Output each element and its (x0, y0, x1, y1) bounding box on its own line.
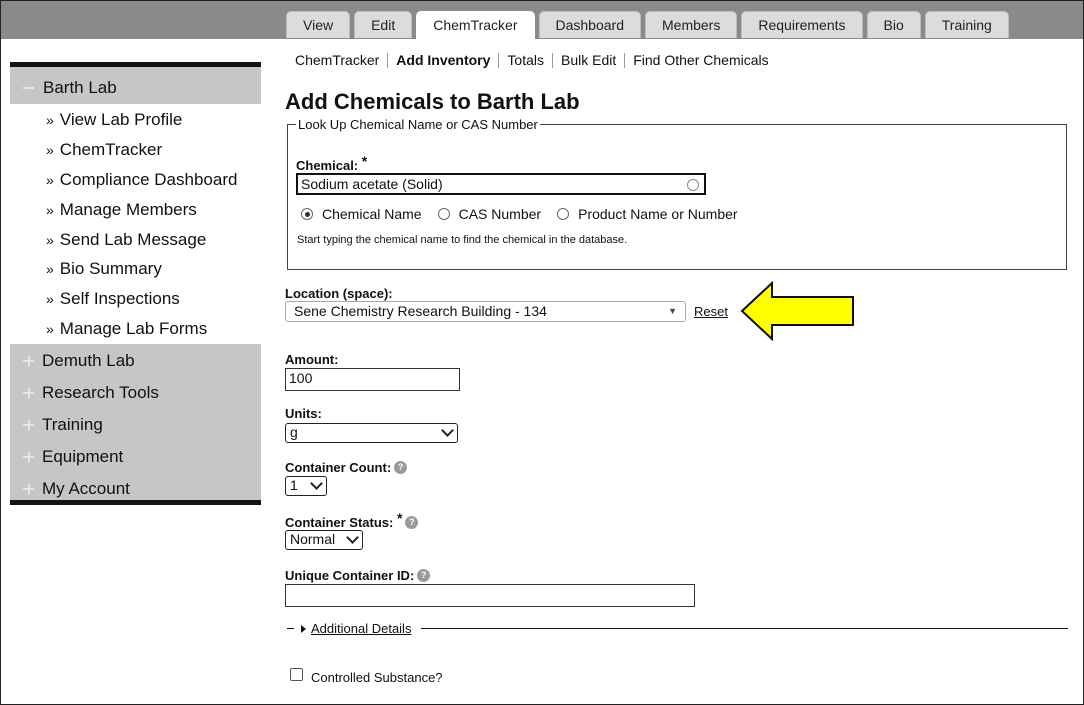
sidebar-item-equipment[interactable] (10, 442, 261, 472)
chevron-down-icon (310, 477, 323, 490)
double-chevron-icon: » (46, 112, 54, 128)
legend-dash (287, 628, 294, 629)
yellow-arrow-annotation (740, 281, 856, 341)
triangle-right-icon (301, 625, 306, 633)
dropdown-arrow-icon: ▼ (668, 306, 677, 316)
subnav-separator (624, 53, 625, 68)
sidebar-link-manage-lab-forms[interactable] (46, 319, 207, 339)
subnav-find-other-chemicals[interactable]: Find Other Chemicals (633, 52, 769, 68)
chemical-label-text: Chemical: (296, 158, 359, 173)
double-chevron-icon: » (46, 142, 54, 158)
lookup-fieldset (287, 124, 1067, 270)
sidebar-link-send-lab-message[interactable] (46, 230, 206, 250)
location-select-value: Sene Chemistry Research Building - 134 (294, 303, 547, 319)
radio-chemical-name[interactable] (301, 206, 422, 222)
sidebar-link-label: Bio Summary (59, 259, 162, 278)
chemical-help-text: Start typing the chemical name to find the chemical in the database. (297, 234, 628, 246)
chemical-label (296, 153, 368, 173)
sidebar-link-label: Compliance Dashboard (59, 170, 238, 189)
sidebar-link-manage-members[interactable] (46, 200, 197, 220)
controlled-substance-checkbox[interactable] (290, 668, 303, 681)
sidebar-link-self-inspections[interactable] (46, 289, 180, 309)
double-chevron-icon: » (46, 232, 54, 248)
sidebar-item-my-account[interactable] (10, 474, 261, 504)
help-icon[interactable]: ? (405, 516, 418, 529)
page-title: Add Chemicals to Barth Lab (285, 89, 580, 114)
reset-link[interactable]: Reset (694, 304, 728, 319)
tab-view[interactable]: View (286, 11, 350, 38)
sidebar-item-label: Barth Lab (43, 77, 117, 97)
sidebar-link-label: Manage Members (59, 200, 197, 219)
tab-edit[interactable]: Edit (354, 11, 412, 38)
additional-details-toggle[interactable] (287, 621, 411, 636)
help-icon[interactable]: ? (394, 461, 407, 474)
tab-dashboard[interactable]: Dashboard (539, 11, 642, 38)
subnav (295, 52, 769, 68)
radio-label: Chemical Name (322, 206, 422, 222)
subnav-separator (552, 53, 553, 68)
chemical-input-value: Sodium acetate (Solid) (301, 176, 443, 192)
expand-plus-icon (23, 484, 34, 495)
sidebar (10, 62, 261, 505)
sidebar-item-label: Research Tools (42, 383, 159, 402)
tab-training[interactable]: Training (925, 11, 1009, 38)
controlled-substance-label: Controlled Substance? (311, 670, 443, 685)
chevron-down-icon (346, 531, 359, 544)
container-status-select[interactable] (285, 530, 363, 550)
expand-plus-icon (23, 388, 34, 399)
double-chevron-icon: » (46, 291, 54, 307)
tab-bar (286, 11, 1009, 39)
expand-plus-icon (23, 356, 34, 367)
container-status-label-text: Container Status: (285, 515, 394, 530)
sidebar-link-label: Self Inspections (59, 289, 180, 308)
tab-members[interactable]: Members (645, 11, 737, 38)
required-marker: * (396, 510, 403, 526)
radio-product-name-or-number[interactable] (557, 206, 738, 222)
additional-details-divider (421, 628, 1068, 629)
help-icon[interactable]: ? (417, 569, 430, 582)
amount-input[interactable] (285, 368, 460, 391)
sidebar-item-training[interactable] (10, 410, 261, 440)
sidebar-link-view-lab-profile[interactable] (46, 110, 182, 130)
subnav-add-inventory[interactable]: Add Inventory (396, 52, 491, 68)
container-count-select[interactable] (285, 476, 327, 496)
double-chevron-icon: » (46, 202, 54, 218)
location-label: Location (space): (285, 286, 393, 301)
units-select-value: g (290, 424, 298, 440)
subnav-totals[interactable]: Totals (507, 52, 544, 68)
radio-cas-number[interactable] (438, 206, 541, 222)
units-label: Units: (285, 406, 322, 421)
sidebar-item-label: My Account (42, 479, 130, 498)
units-select[interactable] (285, 423, 458, 443)
subnav-separator (498, 53, 499, 68)
unique-container-id-input[interactable] (285, 584, 695, 607)
sidebar-link-label: Manage Lab Forms (59, 319, 208, 338)
sidebar-link-label: View Lab Profile (59, 110, 183, 129)
container-count-label-text: Container Count: (285, 460, 392, 475)
search-type-radio-group (301, 206, 754, 222)
sidebar-link-bio-summary[interactable] (46, 259, 162, 279)
required-marker: * (361, 153, 368, 169)
subnav-bulk-edit[interactable]: Bulk Edit (560, 52, 617, 68)
sidebar-item-label: Training (42, 415, 103, 434)
double-chevron-icon: » (46, 172, 54, 188)
unique-container-id-label (285, 568, 430, 583)
sidebar-item-research-tools[interactable] (10, 378, 261, 408)
tab-requirements[interactable]: Requirements (741, 11, 862, 38)
double-chevron-icon: » (46, 261, 54, 277)
sidebar-item-label: Demuth Lab (42, 351, 135, 370)
additional-details-link[interactable]: Additional Details (311, 621, 412, 636)
tab-chemtracker[interactable]: ChemTracker (416, 11, 534, 39)
expand-plus-icon (23, 420, 34, 431)
subnav-separator (387, 53, 388, 68)
amount-input-value: 100 (289, 370, 313, 386)
unique-container-id-label-text: Unique Container ID: (285, 568, 415, 583)
sidebar-item-label: Equipment (42, 447, 124, 466)
radio-label: CAS Number (458, 206, 542, 222)
container-count-label (285, 460, 407, 475)
sidebar-item-barth-lab[interactable] (10, 72, 261, 103)
loading-circle-icon (687, 179, 699, 191)
radio-button-selected[interactable] (301, 208, 313, 220)
container-status-value: Normal (290, 531, 336, 547)
lookup-legend: Look Up Chemical Name or CAS Number (298, 117, 538, 132)
sidebar-item-demuth-lab[interactable] (10, 346, 261, 376)
chevron-down-icon (441, 424, 454, 437)
collapse-minus-icon (23, 87, 34, 89)
container-status-label (285, 510, 418, 530)
radio-button[interactable] (438, 208, 450, 220)
expand-plus-icon (23, 452, 34, 463)
amount-label: Amount: (285, 352, 339, 367)
radio-button[interactable] (557, 208, 569, 220)
location-select[interactable] (285, 301, 686, 322)
container-count-value: 1 (290, 477, 298, 493)
tab-bio[interactable]: Bio (867, 11, 921, 38)
arrow-shape (742, 283, 853, 339)
chemical-input[interactable] (296, 173, 706, 195)
sidebar-link-compliance-dashboard[interactable] (46, 170, 237, 190)
sidebar-link-label: ChemTracker (59, 140, 163, 159)
sidebar-link-chemtracker[interactable] (46, 140, 162, 160)
radio-label: Product Name or Number (578, 206, 738, 222)
double-chevron-icon: » (46, 321, 54, 337)
subnav-chemtracker[interactable]: ChemTracker (295, 52, 380, 68)
sidebar-link-label: Send Lab Message (59, 230, 207, 249)
sidebar-submenu (10, 104, 261, 344)
